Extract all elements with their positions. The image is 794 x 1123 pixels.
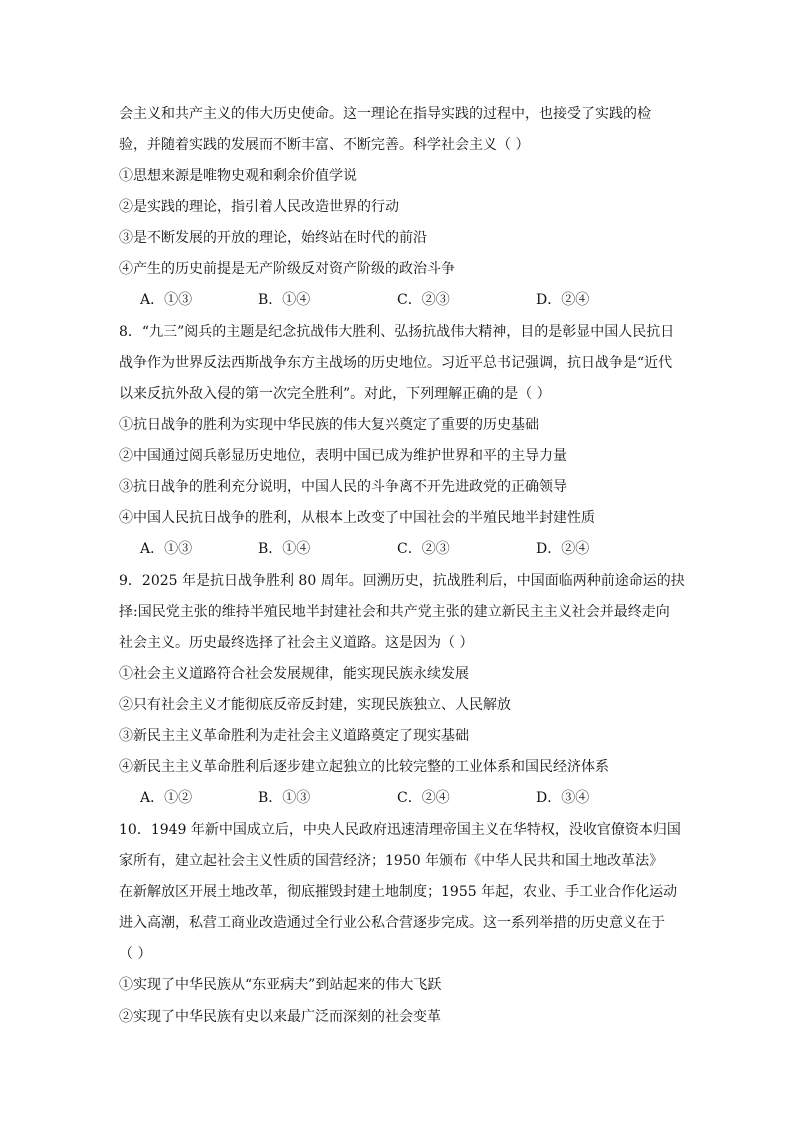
choice-statement: ②是实践的理论，指引着人民改造世界的行动 (119, 199, 399, 215)
question-8-stem: 以来反抗外敌入侵的第一次完全胜利”。对此，下列理解正确的是（ ） (119, 386, 551, 402)
question-8-stem: 8．“九三”阅兵的主题是纪念抗战伟大胜利、弘扬抗战伟大精神，目的是彰显中国人民抗日 (119, 324, 675, 340)
option-d: D．③④ (536, 790, 590, 806)
text-line: 验，并随着实践的发展而不断丰富、不断完善。科学社会主义（ ） (119, 137, 530, 153)
option-c: C．②④ (397, 790, 450, 806)
option-b: B．①③ (258, 790, 311, 806)
option-a: A．①② (140, 790, 193, 806)
choice-statement: ②只有社会主义才能彻底反帝反封建，实现民族独立、人民解放 (119, 697, 511, 713)
choice-statement: ①抗日战争的胜利为实现中华民族的伟大复兴奠定了重要的历史基础 (119, 417, 539, 433)
choice-statement: ③是不断发展的开放的理论，始终站在时代的前沿 (119, 230, 427, 246)
question-10-stem: 在新解放区开展土地改革，彻底摧毁封建土地制度；1955 年起，农业、手工业合作化运动 (119, 884, 678, 900)
answer-blank: （ ） (119, 946, 152, 962)
text-line: 会主义和共产主义的伟大历史使命。这一理论在指导实践的过程中，也接受了实践的检 (119, 106, 651, 122)
option-c: C．②③ (397, 292, 450, 308)
choice-statement: ④产生的历史前提是无产阶级反对资产阶级的政治斗争 (119, 261, 455, 277)
choice-statement: ④新民主主义革命胜利后逐步建立起独立的比较完整的工业体系和国民经济体系 (119, 759, 609, 775)
choice-statement: ③新民主主义革命胜利为走社会主义道路奠定了现实基础 (119, 728, 469, 744)
choice-statement: ④中国人民抗日战争的胜利，从根本上改变了中国社会的半殖民地半封建性质 (119, 510, 595, 526)
option-d: D．②④ (536, 541, 590, 557)
question-10-stem: 家所有，建立起社会主义性质的国营经济；1950 年颁布《中华人民共和国土地改革法》 (119, 853, 664, 869)
choice-statement: ①实现了中华民族从“东亚病夫”到站起来的伟大飞跃 (119, 977, 442, 993)
question-8-stem: 战争作为世界反法西斯战争东方主战场的历史地位。习近平总书记强调，抗日战争是“近代 (119, 355, 673, 371)
question-10-stem: 10．1949 年新中国成立后，中央人民政府迅速清理帝国主义在华特权，没收官僚资本归国 (119, 822, 681, 838)
choice-statement: ①思想来源是唯物史观和剩余价值学说 (119, 168, 357, 184)
question-9-stem: 社会主义。历史最终选择了社会主义道路。这是因为（ ） (119, 635, 474, 651)
choice-statement: ①社会主义道路符合社会发展规律，能实现民族永续发展 (119, 666, 469, 682)
question-9-stem: 9．2025 年是抗日战争胜利 80 周年。回溯历史，抗战胜利后，中国面临两种前途命运的抉 (119, 573, 685, 589)
option-a: A．①③ (140, 541, 193, 557)
option-a: A．①③ (140, 292, 193, 308)
question-10-stem: 进入高潮，私营工商业改造通过全行业公私合营逐步完成。这一系列举措的历史意义在于 (119, 915, 665, 931)
option-b: B．①④ (258, 292, 311, 308)
option-c: C．②③ (397, 541, 450, 557)
choice-statement: ②中国通过阅兵彰显历史地位，表明中国已成为维护世界和平的主导力量 (119, 448, 567, 464)
choice-statement: ②实现了中华民族有史以来最广泛而深刻的社会变革 (119, 1009, 441, 1025)
choice-statement: ③抗日战争的胜利充分说明，中国人民的斗争离不开先进政党的正确领导 (119, 479, 567, 495)
option-d: D．②④ (536, 292, 590, 308)
option-b: B．①④ (258, 541, 311, 557)
question-9-stem: 择:国民党主张的维持半殖民地半封建社会和共产党主张的建立新民主主义社会并最终走向 (119, 604, 670, 620)
